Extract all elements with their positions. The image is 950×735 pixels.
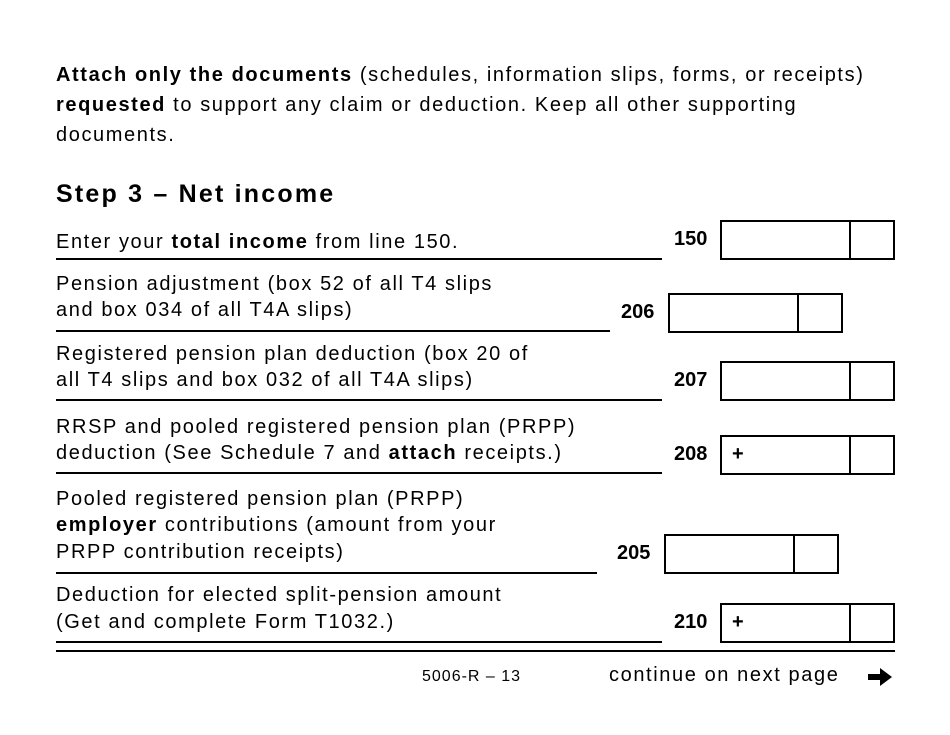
line-208-cents-input[interactable] [849, 437, 893, 473]
intro-text-2: to support any claim or deduction. Keep all other supporting documents. [56, 94, 798, 146]
line-205-code: 205 [617, 542, 651, 564]
intro-paragraph [56, 60, 916, 150]
form-page-code: 5006-R – 13 [422, 668, 522, 685]
line-206-rule [56, 330, 610, 332]
section-bottom-rule [56, 650, 895, 652]
intro-text-1: (schedules, information slips, forms, or receipts) [352, 64, 865, 86]
line-205-description-2 [56, 512, 497, 538]
line-207-code: 207 [674, 369, 708, 391]
line-207-cents-input[interactable] [849, 363, 893, 399]
line-207-description-1: Registered pension plan deduction (box 20 of [56, 343, 529, 365]
line-206-code: 206 [621, 301, 655, 323]
line-210-plus-sign: + [732, 611, 744, 633]
line-210-code: 210 [674, 611, 708, 633]
line-208-dollars-input[interactable] [722, 437, 849, 473]
intro-bold-attach: Attach only the documents [56, 64, 353, 86]
line-208-text-pre: deduction (See Schedule 7 and [56, 442, 389, 464]
line-208-text-bold: attach [388, 442, 458, 464]
line-150-amount-field[interactable] [720, 220, 895, 260]
line-205-text-post: contributions (amount from your [157, 514, 497, 536]
right-arrow-icon [866, 666, 894, 688]
line-210-dollars-input[interactable] [722, 605, 849, 641]
line-150-text-pre: Enter your [56, 231, 172, 253]
line-207-rule [56, 399, 662, 401]
line-210-rule [56, 641, 662, 643]
intro-bold-requested: requested [56, 94, 166, 116]
line-150-code: 150 [674, 228, 708, 250]
line-205-amount-field[interactable] [664, 534, 839, 574]
line-206-dollars-input[interactable] [670, 295, 797, 331]
line-207-description-2: all T4 slips and box 032 of all T4A slips) [56, 369, 474, 391]
step-heading: Step 3 – Net income [56, 180, 336, 208]
line-208-description-2 [56, 440, 563, 466]
line-210-description-1: Deduction for elected split-pension amount [56, 584, 503, 606]
line-207-amount-field[interactable] [720, 361, 895, 401]
line-150-dollars-input[interactable] [722, 222, 849, 258]
line-205-description-3: PRPP contribution receipts) [56, 541, 345, 563]
line-207-dollars-input[interactable] [722, 363, 849, 399]
line-150-description [56, 229, 459, 255]
line-205-text-bold: employer [56, 514, 158, 536]
line-206-description-2: and box 034 of all T4A slips) [56, 299, 354, 321]
line-150-text-bold: total income [171, 231, 309, 253]
line-208-code: 208 [674, 443, 708, 465]
line-205-dollars-input[interactable] [666, 536, 793, 572]
line-208-rule [56, 472, 662, 474]
line-210-cents-input[interactable] [849, 605, 893, 641]
line-150-cents-input[interactable] [849, 222, 893, 258]
line-206-amount-field[interactable] [668, 293, 843, 333]
line-210-description-2: (Get and complete Form T1032.) [56, 611, 395, 633]
line-208-description-1: RRSP and pooled registered pension plan (PRPP) [56, 416, 577, 438]
line-210-amount-field[interactable] [720, 603, 895, 643]
continue-text: continue on next page [609, 664, 840, 686]
line-205-rule [56, 572, 597, 574]
line-208-amount-field[interactable] [720, 435, 895, 475]
line-208-plus-sign: + [732, 443, 744, 465]
line-206-cents-input[interactable] [797, 295, 841, 331]
line-205-description-1: Pooled registered pension plan (PRPP) [56, 488, 465, 510]
line-208-text-post: receipts.) [457, 442, 563, 464]
line-150-rule [56, 258, 662, 260]
line-205-cents-input[interactable] [793, 536, 837, 572]
line-150-text-post: from line 150. [308, 231, 460, 253]
line-206-description-1: Pension adjustment (box 52 of all T4 slips [56, 273, 494, 295]
